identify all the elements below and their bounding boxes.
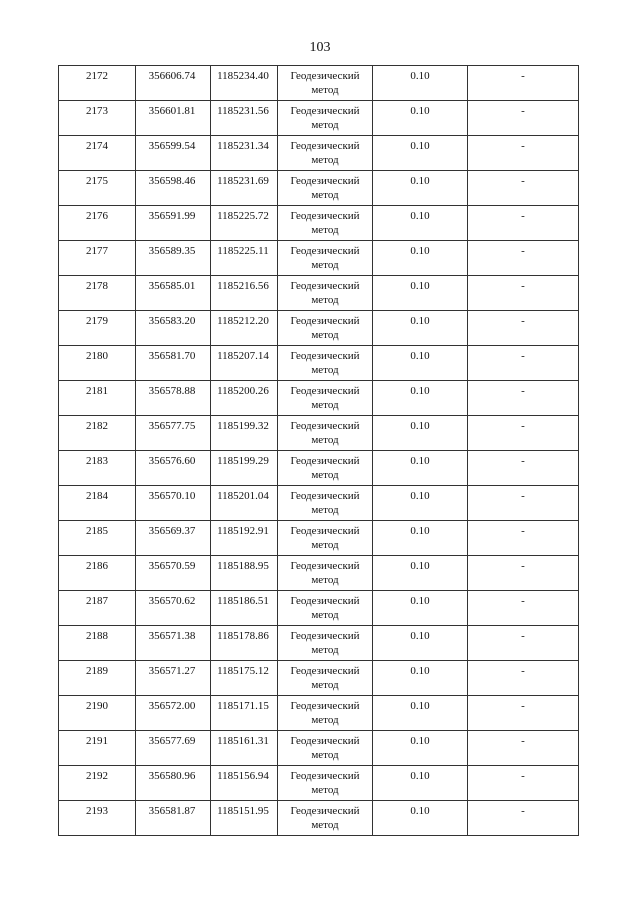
coordinate-x-cell-text: 356599.54	[148, 140, 196, 152]
table-row	[59, 801, 579, 836]
accuracy-cell-text: 0.10	[410, 385, 430, 397]
table-row	[59, 136, 579, 171]
point-number-cell	[59, 66, 136, 101]
point-number-cell-text: 2178	[86, 280, 108, 292]
note-cell-text: -	[521, 805, 525, 817]
method-cell-text: Геодезический метод	[290, 490, 360, 516]
note-cell-text: -	[521, 595, 525, 607]
point-number-cell	[59, 206, 136, 241]
table-row	[59, 626, 579, 661]
accuracy-cell-text: 0.10	[410, 70, 430, 82]
accuracy-cell-text: 0.10	[410, 350, 430, 362]
coordinate-x-cell	[136, 696, 211, 731]
coordinate-y-cell-text: 1185216.56	[217, 280, 269, 292]
table-row	[59, 521, 579, 556]
method-cell-text: Геодезический метод	[290, 595, 360, 621]
note-cell	[468, 556, 579, 591]
table-row	[59, 276, 579, 311]
point-number-cell-text: 2188	[86, 630, 108, 642]
accuracy-cell	[373, 206, 468, 241]
table-row	[59, 486, 579, 521]
note-cell	[468, 136, 579, 171]
note-cell-text: -	[521, 630, 525, 642]
coordinate-x-cell-text: 356577.69	[148, 735, 196, 747]
coordinate-x-cell	[136, 346, 211, 381]
point-number-cell-text: 2190	[86, 700, 108, 712]
accuracy-cell-text: 0.10	[410, 560, 430, 572]
accuracy-cell	[373, 801, 468, 836]
table-row	[59, 591, 579, 626]
note-cell	[468, 416, 579, 451]
note-cell	[468, 276, 579, 311]
coordinate-y-cell	[211, 486, 278, 521]
accuracy-cell	[373, 626, 468, 661]
point-number-cell-text: 2185	[86, 525, 108, 537]
coordinate-y-cell	[211, 556, 278, 591]
coordinate-x-cell-text: 356576.60	[148, 455, 196, 467]
coordinate-x-cell-text: 356570.59	[148, 560, 196, 572]
accuracy-cell	[373, 136, 468, 171]
coordinate-x-cell	[136, 451, 211, 486]
note-cell	[468, 171, 579, 206]
coordinate-y-cell	[211, 171, 278, 206]
point-number-cell-text: 2191	[86, 735, 108, 747]
accuracy-cell-text: 0.10	[410, 455, 430, 467]
method-cell-text: Геодезический метод	[290, 245, 360, 271]
method-cell	[278, 381, 373, 416]
point-number-cell-text: 2187	[86, 595, 108, 607]
coordinate-y-cell-text: 1185231.56	[217, 105, 269, 117]
coordinate-y-cell	[211, 591, 278, 626]
coordinate-y-cell-text: 1185178.86	[217, 630, 269, 642]
coordinate-x-cell	[136, 381, 211, 416]
method-cell-text: Геодезический метод	[290, 70, 360, 96]
accuracy-cell-text: 0.10	[410, 210, 430, 222]
point-number-cell	[59, 661, 136, 696]
coordinate-x-cell	[136, 521, 211, 556]
method-cell	[278, 451, 373, 486]
note-cell-text: -	[521, 350, 525, 362]
note-cell-text: -	[521, 525, 525, 537]
note-cell-text: -	[521, 210, 525, 222]
method-cell	[278, 731, 373, 766]
coordinate-y-cell-text: 1185234.40	[217, 70, 269, 82]
coordinate-y-cell-text: 1185161.31	[217, 735, 269, 747]
point-number-cell	[59, 556, 136, 591]
method-cell-text: Геодезический метод	[290, 140, 360, 166]
note-cell-text: -	[521, 560, 525, 572]
coordinate-x-cell-text: 356572.00	[148, 700, 196, 712]
table-row	[59, 696, 579, 731]
coordinate-x-cell	[136, 416, 211, 451]
note-cell-text: -	[521, 175, 525, 187]
page-number: 103	[309, 40, 331, 55]
accuracy-cell	[373, 276, 468, 311]
coordinate-y-cell	[211, 451, 278, 486]
method-cell-text: Геодезический метод	[290, 280, 360, 306]
coordinate-y-cell	[211, 136, 278, 171]
accuracy-cell-text: 0.10	[410, 315, 430, 327]
accuracy-cell	[373, 521, 468, 556]
accuracy-cell-text: 0.10	[410, 105, 430, 117]
table-row	[59, 311, 579, 346]
coordinate-x-cell-text: 356581.70	[148, 350, 196, 362]
accuracy-cell	[373, 101, 468, 136]
coordinate-y-cell	[211, 381, 278, 416]
point-number-cell-text: 2179	[86, 315, 108, 327]
coordinate-y-cell	[211, 801, 278, 836]
note-cell-text: -	[521, 245, 525, 257]
coordinate-x-cell	[136, 801, 211, 836]
method-cell	[278, 206, 373, 241]
note-cell-text: -	[521, 105, 525, 117]
coordinate-x-cell-text: 356601.81	[148, 105, 196, 117]
table-row	[59, 451, 579, 486]
point-number-cell-text: 2172	[86, 70, 108, 82]
note-cell-text: -	[521, 735, 525, 747]
point-number-cell-text: 2180	[86, 350, 108, 362]
point-number-cell	[59, 101, 136, 136]
note-cell	[468, 381, 579, 416]
coordinate-y-cell	[211, 766, 278, 801]
coordinate-y-cell	[211, 241, 278, 276]
method-cell	[278, 276, 373, 311]
point-number-cell	[59, 731, 136, 766]
table-row	[59, 766, 579, 801]
note-cell	[468, 661, 579, 696]
coordinate-x-cell	[136, 276, 211, 311]
coordinates-table	[58, 65, 579, 836]
accuracy-cell-text: 0.10	[410, 525, 430, 537]
coordinate-x-cell	[136, 591, 211, 626]
accuracy-cell	[373, 731, 468, 766]
accuracy-cell-text: 0.10	[410, 175, 430, 187]
accuracy-cell	[373, 556, 468, 591]
note-cell-text: -	[521, 140, 525, 152]
method-cell	[278, 766, 373, 801]
method-cell	[278, 241, 373, 276]
table-row	[59, 556, 579, 591]
coordinate-y-cell-text: 1185199.32	[217, 420, 269, 432]
note-cell	[468, 101, 579, 136]
point-number-cell	[59, 381, 136, 416]
coordinate-y-cell-text: 1185207.14	[217, 350, 269, 362]
accuracy-cell-text: 0.10	[410, 245, 430, 257]
accuracy-cell	[373, 66, 468, 101]
coordinate-x-cell-text: 356589.35	[148, 245, 196, 257]
coordinate-y-cell-text: 1185231.69	[217, 175, 269, 187]
method-cell-text: Геодезический метод	[290, 805, 360, 831]
method-cell-text: Геодезический метод	[290, 525, 360, 551]
point-number-cell-text: 2181	[86, 385, 108, 397]
coordinate-x-cell-text: 356570.62	[148, 595, 196, 607]
method-cell	[278, 591, 373, 626]
method-cell	[278, 486, 373, 521]
note-cell	[468, 591, 579, 626]
accuracy-cell	[373, 416, 468, 451]
note-cell	[468, 521, 579, 556]
method-cell-text: Геодезический метод	[290, 315, 360, 341]
note-cell	[468, 241, 579, 276]
accuracy-cell-text: 0.10	[410, 805, 430, 817]
coordinate-y-cell-text: 1185151.95	[217, 805, 269, 817]
method-cell-text: Геодезический метод	[290, 665, 360, 691]
coordinate-y-cell	[211, 311, 278, 346]
accuracy-cell-text: 0.10	[410, 770, 430, 782]
coordinate-x-cell-text: 356591.99	[148, 210, 196, 222]
coordinate-x-cell	[136, 171, 211, 206]
coordinate-y-cell	[211, 521, 278, 556]
coordinate-x-cell	[136, 661, 211, 696]
point-number-cell-text: 2192	[86, 770, 108, 782]
coordinate-x-cell	[136, 311, 211, 346]
accuracy-cell-text: 0.10	[410, 665, 430, 677]
point-number-cell	[59, 591, 136, 626]
method-cell	[278, 696, 373, 731]
accuracy-cell	[373, 311, 468, 346]
coordinate-y-cell-text: 1185212.20	[217, 315, 269, 327]
table-row	[59, 171, 579, 206]
method-cell-text: Геодезический метод	[290, 735, 360, 761]
coordinate-y-cell-text: 1185231.34	[217, 140, 269, 152]
note-cell-text: -	[521, 70, 525, 82]
coordinate-x-cell	[136, 206, 211, 241]
method-cell	[278, 626, 373, 661]
point-number-cell	[59, 521, 136, 556]
point-number-cell-text: 2193	[86, 805, 108, 817]
method-cell	[278, 521, 373, 556]
coordinate-y-cell	[211, 416, 278, 451]
note-cell	[468, 66, 579, 101]
note-cell	[468, 696, 579, 731]
accuracy-cell	[373, 696, 468, 731]
coordinate-y-cell	[211, 101, 278, 136]
coordinate-y-cell	[211, 696, 278, 731]
point-number-cell	[59, 416, 136, 451]
point-number-cell-text: 2186	[86, 560, 108, 572]
coordinate-y-cell	[211, 276, 278, 311]
method-cell-text: Геодезический метод	[290, 210, 360, 236]
coordinate-x-cell	[136, 241, 211, 276]
accuracy-cell-text: 0.10	[410, 595, 430, 607]
table-row	[59, 661, 579, 696]
note-cell-text: -	[521, 315, 525, 327]
coordinate-x-cell-text: 356569.37	[148, 525, 196, 537]
coordinate-x-cell-text: 356570.10	[148, 490, 196, 502]
coordinate-x-cell-text: 356583.20	[148, 315, 196, 327]
point-number-cell	[59, 311, 136, 346]
method-cell	[278, 556, 373, 591]
coordinate-x-cell	[136, 136, 211, 171]
method-cell	[278, 661, 373, 696]
method-cell-text: Геодезический метод	[290, 770, 360, 796]
table-row	[59, 101, 579, 136]
accuracy-cell-text: 0.10	[410, 140, 430, 152]
coordinate-y-cell	[211, 346, 278, 381]
point-number-cell	[59, 451, 136, 486]
accuracy-cell	[373, 381, 468, 416]
accuracy-cell	[373, 591, 468, 626]
point-number-cell-text: 2183	[86, 455, 108, 467]
point-number-cell-text: 2189	[86, 665, 108, 677]
method-cell-text: Геодезический метод	[290, 700, 360, 726]
point-number-cell	[59, 801, 136, 836]
point-number-cell	[59, 136, 136, 171]
coordinate-y-cell-text: 1185171.15	[217, 700, 269, 712]
coordinate-y-cell-text: 1185188.95	[217, 560, 269, 572]
coordinate-x-cell-text: 356571.27	[148, 665, 196, 677]
accuracy-cell-text: 0.10	[410, 735, 430, 747]
table-row	[59, 416, 579, 451]
coordinate-y-cell-text: 1185225.72	[217, 210, 269, 222]
table-row	[59, 206, 579, 241]
point-number-cell-text: 2182	[86, 420, 108, 432]
note-cell-text: -	[521, 700, 525, 712]
note-cell	[468, 486, 579, 521]
method-cell-text: Геодезический метод	[290, 560, 360, 586]
note-cell-text: -	[521, 385, 525, 397]
method-cell-text: Геодезический метод	[290, 175, 360, 201]
method-cell	[278, 66, 373, 101]
coordinate-y-cell-text: 1185175.12	[217, 665, 269, 677]
method-cell	[278, 346, 373, 381]
point-number-cell-text: 2173	[86, 105, 108, 117]
table-row	[59, 731, 579, 766]
point-number-cell-text: 2175	[86, 175, 108, 187]
point-number-cell	[59, 241, 136, 276]
note-cell	[468, 451, 579, 486]
accuracy-cell	[373, 451, 468, 486]
method-cell-text: Геодезический метод	[290, 385, 360, 411]
point-number-cell	[59, 486, 136, 521]
accuracy-cell-text: 0.10	[410, 630, 430, 642]
table-row	[59, 346, 579, 381]
point-number-cell-text: 2176	[86, 210, 108, 222]
accuracy-cell	[373, 486, 468, 521]
method-cell-text: Геодезический метод	[290, 630, 360, 656]
note-cell	[468, 311, 579, 346]
accuracy-cell	[373, 661, 468, 696]
point-number-cell	[59, 171, 136, 206]
note-cell	[468, 801, 579, 836]
point-number-cell	[59, 696, 136, 731]
method-cell	[278, 101, 373, 136]
method-cell-text: Геодезический метод	[290, 420, 360, 446]
table-row	[59, 241, 579, 276]
coordinate-x-cell	[136, 731, 211, 766]
method-cell	[278, 311, 373, 346]
accuracy-cell	[373, 766, 468, 801]
note-cell-text: -	[521, 490, 525, 502]
coordinate-y-cell-text: 1185186.51	[217, 595, 269, 607]
coordinate-x-cell	[136, 556, 211, 591]
coordinate-y-cell-text: 1185199.29	[217, 455, 269, 467]
coordinate-x-cell-text: 356585.01	[148, 280, 196, 292]
coordinates-table-body	[59, 66, 579, 836]
coordinate-x-cell	[136, 766, 211, 801]
note-cell-text: -	[521, 280, 525, 292]
accuracy-cell	[373, 346, 468, 381]
point-number-cell-text: 2177	[86, 245, 108, 257]
coordinate-x-cell-text: 356577.75	[148, 420, 196, 432]
coordinate-y-cell-text: 1185225.11	[217, 245, 269, 257]
accuracy-cell	[373, 171, 468, 206]
point-number-cell	[59, 766, 136, 801]
note-cell-text: -	[521, 420, 525, 432]
accuracy-cell-text: 0.10	[410, 700, 430, 712]
point-number-cell-text: 2184	[86, 490, 108, 502]
coordinate-y-cell	[211, 626, 278, 661]
method-cell	[278, 136, 373, 171]
coordinate-x-cell	[136, 486, 211, 521]
note-cell-text: -	[521, 770, 525, 782]
note-cell	[468, 766, 579, 801]
coordinate-y-cell	[211, 66, 278, 101]
coordinate-y-cell-text: 1185192.91	[217, 525, 269, 537]
coordinate-y-cell	[211, 661, 278, 696]
coordinate-x-cell-text: 356580.96	[148, 770, 196, 782]
method-cell-text: Геодезический метод	[290, 350, 360, 376]
accuracy-cell	[373, 241, 468, 276]
table-row	[59, 66, 579, 101]
coordinate-x-cell	[136, 101, 211, 136]
note-cell-text: -	[521, 455, 525, 467]
method-cell-text: Геодезический метод	[290, 105, 360, 131]
method-cell	[278, 801, 373, 836]
note-cell	[468, 731, 579, 766]
coordinate-y-cell-text: 1185156.94	[217, 770, 269, 782]
coordinate-x-cell-text: 356578.88	[148, 385, 196, 397]
accuracy-cell-text: 0.10	[410, 280, 430, 292]
note-cell	[468, 626, 579, 661]
accuracy-cell-text: 0.10	[410, 420, 430, 432]
note-cell	[468, 206, 579, 241]
accuracy-cell-text: 0.10	[410, 490, 430, 502]
coordinate-y-cell	[211, 206, 278, 241]
method-cell-text: Геодезический метод	[290, 455, 360, 481]
point-number-cell-text: 2174	[86, 140, 108, 152]
table-row	[59, 381, 579, 416]
coordinate-x-cell-text: 356598.46	[148, 175, 196, 187]
coordinate-x-cell-text: 356571.38	[148, 630, 196, 642]
point-number-cell	[59, 346, 136, 381]
point-number-cell	[59, 276, 136, 311]
coordinate-y-cell-text: 1185200.26	[217, 385, 269, 397]
method-cell	[278, 416, 373, 451]
coordinate-x-cell-text: 356606.74	[148, 70, 196, 82]
coordinate-x-cell-text: 356581.87	[148, 805, 196, 817]
coordinate-y-cell	[211, 731, 278, 766]
coordinate-x-cell	[136, 626, 211, 661]
coordinate-x-cell	[136, 66, 211, 101]
note-cell	[468, 346, 579, 381]
point-number-cell	[59, 626, 136, 661]
method-cell	[278, 171, 373, 206]
coordinate-y-cell-text: 1185201.04	[217, 490, 269, 502]
note-cell-text: -	[521, 665, 525, 677]
